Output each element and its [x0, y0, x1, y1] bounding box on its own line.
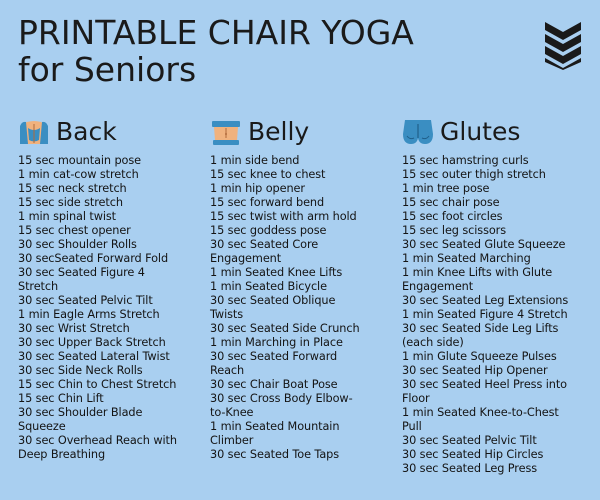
list-item: 30 sec Side Neck Rolls — [18, 364, 143, 377]
list-item: 1 min Seated Knee-to-Chest — [402, 406, 559, 419]
list-item: 1 min Eagle Arms Stretch — [18, 308, 160, 321]
list-item: 30 sec Shoulder Blade — [18, 406, 143, 419]
list-item: 1 min Glute Squeeze Pulses — [402, 350, 557, 363]
list-item: 1 min side bend — [210, 154, 300, 167]
list-item: to-Knee — [210, 406, 254, 419]
list-item: 30 sec Seated Oblique — [210, 294, 336, 307]
list-item: Squeeze — [18, 420, 66, 433]
list-item: Engagement — [402, 280, 474, 293]
list-item: 15 sec side stretch — [18, 196, 123, 209]
list-item: 15 sec foot circles — [402, 210, 503, 223]
list-item: (each side) — [402, 336, 464, 349]
belly-header — [210, 116, 390, 148]
page-title-line-1: PRINTABLE CHAIR YOGA — [18, 13, 414, 52]
list-item: Climber — [210, 434, 254, 447]
belly-title: Belly — [248, 117, 310, 146]
list-item: 30 sec Seated Heel Press into — [402, 378, 567, 391]
list-item: Reach — [210, 364, 245, 377]
glutes-icon — [402, 118, 434, 146]
list-item: 30 sec Seated Pelvic Tilt — [18, 294, 153, 307]
list-item: 15 sec Chin to Chest Stretch — [18, 378, 177, 391]
list-item: 30 sec Seated Leg Extensions — [402, 294, 569, 307]
list-item: 30 sec Seated Side Leg Lifts — [402, 322, 559, 335]
page-title — [18, 14, 414, 88]
glutes-header — [402, 116, 587, 148]
list-item: 30 sec Seated Pelvic Tilt — [402, 434, 537, 447]
list-item: 15 sec chest opener — [18, 224, 131, 237]
list-item: 1 min Knee Lifts with Glute — [402, 266, 553, 279]
list-item: 30 sec Cross Body Elbow- — [210, 392, 353, 405]
list-item: 1 min Seated Figure 4 Stretch — [402, 308, 568, 321]
page-title-line-2: for Seniors — [18, 50, 197, 89]
list-item: 30 sec Seated Lateral Twist — [18, 350, 170, 363]
list-item: 30 sec Seated Figure 4 — [18, 266, 145, 279]
brand-logo-icon — [545, 18, 581, 70]
belly-icon — [210, 118, 242, 146]
list-item: Twists — [210, 308, 244, 321]
list-item: 15 sec twist with arm hold — [210, 210, 357, 223]
list-item: 1 min Seated Knee Lifts — [210, 266, 343, 279]
list-item: 1 min hip opener — [210, 182, 305, 195]
glutes-title: Glutes — [440, 117, 521, 146]
list-item: 1 min Marching in Place — [210, 336, 343, 349]
list-item: 30 sec Seated Hip Circles — [402, 448, 544, 461]
back-title: Back — [56, 117, 117, 146]
list-item: 1 min cat-cow stretch — [18, 168, 139, 181]
belly-exercise-list — [210, 154, 390, 462]
list-item: Deep Breathing — [18, 448, 106, 461]
list-item: 1 min Seated Bicycle — [210, 280, 327, 293]
back-column — [18, 116, 198, 462]
list-item: 15 sec Chin Lift — [18, 392, 104, 405]
list-item: 30 sec Shoulder Rolls — [18, 238, 137, 251]
glutes-column — [402, 116, 587, 476]
back-exercise-list — [18, 154, 198, 462]
list-item: 15 sec neck stretch — [18, 182, 127, 195]
list-item: 30 sec Seated Leg Press — [402, 462, 538, 475]
list-item: 30 sec Seated Hip Opener — [402, 364, 548, 377]
list-item: 1 min Seated Marching — [402, 252, 531, 265]
list-item: 30 sec Upper Back Stretch — [18, 336, 166, 349]
list-item: 1 min tree pose — [402, 182, 490, 195]
back-header — [18, 116, 198, 148]
list-item: 30 sec Seated Side Crunch — [210, 322, 360, 335]
list-item: 15 sec leg scissors — [402, 224, 507, 237]
glutes-exercise-list — [402, 154, 587, 476]
list-item: 15 sec knee to chest — [210, 168, 326, 181]
list-item: 15 sec mountain pose — [18, 154, 141, 167]
list-item: 30 secSeated Forward Fold — [18, 252, 169, 265]
list-item: Pull — [402, 420, 422, 433]
list-item: 15 sec hamstring curls — [402, 154, 529, 167]
list-item: Floor — [402, 392, 430, 405]
list-item: 30 sec Seated Toe Taps — [210, 448, 340, 461]
list-item: 15 sec forward bend — [210, 196, 325, 209]
list-item: 15 sec goddess pose — [210, 224, 327, 237]
list-item: 30 sec Seated Core — [210, 238, 319, 251]
list-item: 15 sec chair pose — [402, 196, 500, 209]
list-item: 30 sec Seated Forward — [210, 350, 338, 363]
list-item: 30 sec Wrist Stretch — [18, 322, 130, 335]
list-item: 1 min spinal twist — [18, 210, 117, 223]
list-item: Stretch — [18, 280, 59, 293]
list-item: Engagement — [210, 252, 282, 265]
list-item: 30 sec Overhead Reach with — [18, 434, 177, 447]
belly-column — [210, 116, 390, 462]
list-item: 30 sec Seated Glute Squeeze — [402, 238, 566, 251]
back-icon — [18, 118, 50, 146]
list-item: 15 sec outer thigh stretch — [402, 168, 546, 181]
list-item: 30 sec Chair Boat Pose — [210, 378, 338, 391]
list-item: 1 min Seated Mountain — [210, 420, 340, 433]
